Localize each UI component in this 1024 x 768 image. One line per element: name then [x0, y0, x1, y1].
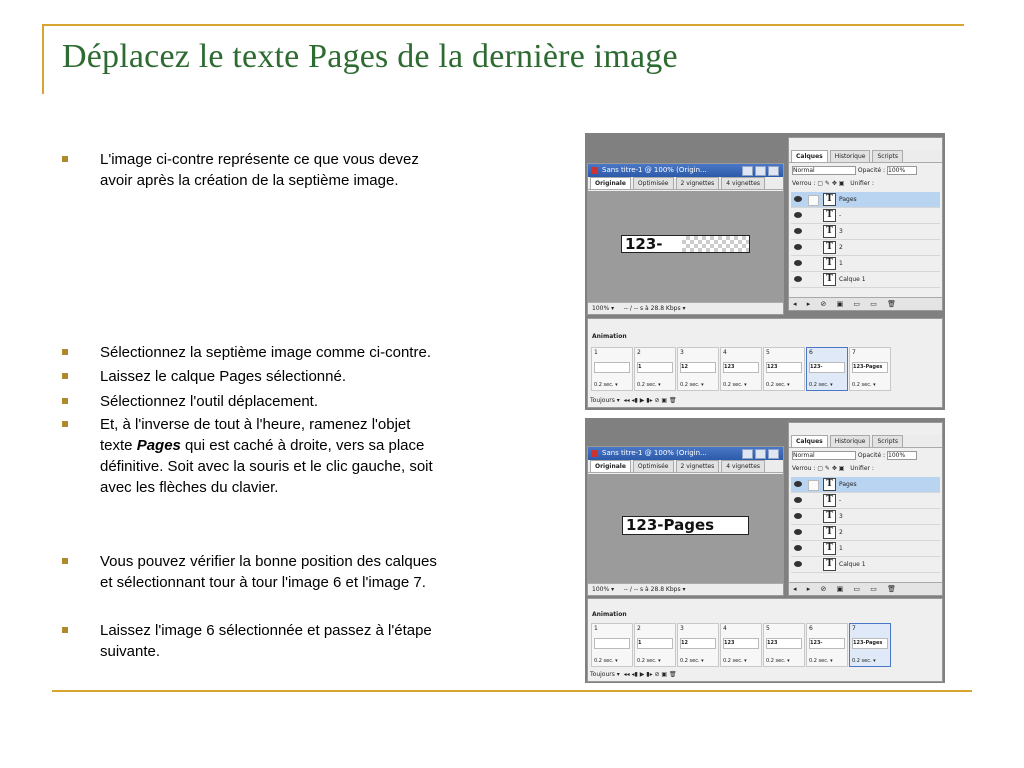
- text-layer-icon: T: [823, 225, 836, 238]
- frame-number: 1: [594, 625, 598, 632]
- lock-label: Verrou :: [792, 180, 816, 187]
- layers-panel-tabs: [789, 435, 942, 448]
- frame-delay[interactable]: 0.2 sec. ▾: [594, 658, 618, 664]
- text-layer-icon: T: [823, 257, 836, 270]
- zoom-level[interactable]: 100%: [592, 305, 610, 312]
- bullet-text-line: L'image ci-contre représente ce que vous devez: [100, 151, 419, 168]
- blend-mode-select[interactable]: Normal: [792, 166, 856, 175]
- bullet-text-line: suivante.: [100, 643, 161, 660]
- maximize-icon[interactable]: [755, 449, 766, 459]
- frame-thumbnail: [594, 362, 630, 373]
- frame-delay[interactable]: 0.2 sec. ▾: [594, 382, 618, 388]
- close-icon[interactable]: [768, 449, 779, 459]
- frame-delay[interactable]: 0.2 sec. ▾: [723, 382, 747, 388]
- lock-label: Verrou :: [792, 465, 816, 472]
- frame-delay[interactable]: 0.2 sec. ▾: [809, 382, 833, 388]
- frame-thumbnail: 123-Pages: [852, 638, 888, 649]
- text-layer-icon: T: [823, 494, 836, 507]
- animation-panel: [587, 598, 943, 682]
- layers-panel-tabs: [789, 150, 942, 163]
- preview-text: 123-: [625, 235, 663, 253]
- frame-delay[interactable]: 0.2 sec. ▾: [723, 658, 747, 664]
- frame-delay[interactable]: 0.2 sec. ▾: [766, 658, 790, 664]
- minimize-icon[interactable]: [742, 166, 753, 176]
- layer-row-2[interactable]: [791, 240, 940, 256]
- frame-thumbnail: 123: [723, 638, 759, 649]
- bullet-text-line: Sélectionnez l'outil déplacement.: [100, 393, 318, 410]
- tab-scripts[interactable]: Scripts: [872, 435, 903, 447]
- eye-icon[interactable]: [794, 561, 802, 567]
- frame-number: 2: [637, 349, 641, 356]
- transparent-area: [682, 236, 749, 252]
- bullet-text-line: avec les flèches du clavier.: [100, 479, 279, 496]
- image-preview: [622, 516, 749, 535]
- animation-frame-3[interactable]: [677, 347, 719, 391]
- text-layer-icon: T: [823, 510, 836, 523]
- animation-frame-1[interactable]: [591, 623, 633, 667]
- eye-icon[interactable]: [794, 481, 802, 487]
- layer-name: -: [839, 212, 842, 219]
- animation-tab[interactable]: Animation: [592, 611, 627, 618]
- layer-row-calque-1[interactable]: [791, 272, 940, 288]
- text-layer-icon: T: [823, 526, 836, 539]
- animation-panel: [587, 318, 943, 408]
- opacity-label: Opacité :: [857, 167, 886, 174]
- frame-thumbnail: 123-: [809, 638, 845, 649]
- photoshop-icon: [591, 167, 598, 174]
- frame-thumbnail: 1: [637, 362, 673, 373]
- layer-row-dash[interactable]: [791, 208, 940, 224]
- blend-mode-select[interactable]: Normal: [792, 451, 856, 460]
- loop-select[interactable]: Toujours ▾: [590, 397, 620, 404]
- layer-row-1[interactable]: [791, 541, 940, 557]
- eye-icon[interactable]: [794, 212, 802, 218]
- frame-thumbnail: 123-: [809, 362, 845, 373]
- tab-2-vignettes[interactable]: 2 vignettes: [676, 177, 720, 189]
- frame-delay[interactable]: 0.2 sec. ▾: [680, 382, 704, 388]
- bullet-marker: [62, 398, 68, 404]
- eye-icon[interactable]: [794, 228, 802, 234]
- frame-number: 7: [852, 625, 856, 632]
- bullet-text-line: définitive. Soit avec la souris et le clic gauche, soit: [100, 458, 433, 475]
- frame-number: 4: [723, 349, 727, 356]
- view-tabs: [588, 460, 783, 473]
- image-preview: [621, 235, 750, 253]
- emphasized-word: Pages: [136, 437, 181, 454]
- document-title-bar: [588, 447, 783, 460]
- layers-panel: [788, 422, 943, 596]
- unify-label: Unifier :: [850, 180, 874, 187]
- document-window: [587, 163, 784, 315]
- bullet-text-fragment: qui est caché à droite, vers sa place: [180, 437, 425, 454]
- eye-icon[interactable]: [794, 545, 802, 551]
- footer-divider-line: [52, 690, 972, 692]
- download-speed: -- / -- s à 28.8 Kbps: [623, 305, 681, 312]
- text-layer-icon: T: [823, 478, 836, 491]
- eye-icon[interactable]: [794, 513, 802, 519]
- eye-icon[interactable]: [794, 276, 802, 282]
- frame-number: 3: [680, 625, 684, 632]
- layer-row-pages[interactable]: [791, 477, 940, 493]
- frame-thumbnail: 123: [723, 362, 759, 373]
- frame-delay[interactable]: 0.2 sec. ▾: [852, 658, 876, 664]
- layer-row-calque-1[interactable]: [791, 557, 940, 573]
- loop-select[interactable]: Toujours ▾: [590, 671, 620, 678]
- tab-2-vignettes[interactable]: 2 vignettes: [676, 460, 720, 472]
- layers-panel: [788, 137, 943, 311]
- frame-delay[interactable]: 0.2 sec. ▾: [637, 382, 661, 388]
- animation-tab[interactable]: Animation: [592, 333, 627, 340]
- frame-delay[interactable]: 0.2 sec. ▾: [637, 658, 661, 664]
- animation-frame-5[interactable]: [763, 623, 805, 667]
- frame-thumbnail: 12: [680, 638, 716, 649]
- animation-frame-4[interactable]: [720, 623, 762, 667]
- animation-frame-6[interactable]: [806, 623, 848, 667]
- blend-row: [792, 166, 917, 175]
- bullet-marker: [62, 558, 68, 564]
- frame-delay[interactable]: 0.2 sec. ▾: [809, 658, 833, 664]
- title-accent-vertical-line: [42, 24, 44, 94]
- animation-toolbar: Toujours ▾ ◂◂ ◂▮ ▶ ▮▸ ⊘ ▣ 🗑: [590, 671, 677, 678]
- document-canvas[interactable]: [588, 191, 783, 302]
- bullet-text-line: avoir après la création de la septième image.: [100, 172, 399, 189]
- screenshot-before: [585, 133, 945, 410]
- unify-label: Unifier :: [850, 465, 874, 472]
- brush-icon: [808, 195, 819, 206]
- text-layer-icon: T: [823, 558, 836, 571]
- layer-row-3[interactable]: [791, 509, 940, 525]
- frame-number: 4: [723, 625, 727, 632]
- frame-number: 5: [766, 625, 770, 632]
- eye-icon[interactable]: [794, 244, 802, 250]
- frame-number: 6: [809, 349, 813, 356]
- frame-thumbnail: 123: [766, 638, 802, 649]
- frame-number: 7: [852, 349, 856, 356]
- layer-row-pages[interactable]: [791, 192, 940, 208]
- document-title-bar: [588, 164, 783, 177]
- layer-name: 2: [839, 244, 843, 251]
- bullet-marker: [62, 349, 68, 355]
- tab-historique[interactable]: Historique: [830, 150, 871, 162]
- bullet-text-line: Et, à l'inverse de tout à l'heure, ramenez l'objet: [100, 416, 411, 433]
- zoom-level[interactable]: 100%: [592, 586, 610, 593]
- layer-row-dash[interactable]: [791, 493, 940, 509]
- frame-thumbnail: 123-Pages: [852, 362, 888, 373]
- maximize-icon[interactable]: [755, 166, 766, 176]
- layers-toolbar: ◂ ▸ ⊘ ▣ ▭ ▭ 🗑: [789, 297, 942, 310]
- tab-originale[interactable]: Originale: [590, 460, 631, 472]
- bullet-text-line: Vous pouvez vérifier la bonne position des calques: [100, 553, 437, 570]
- animation-frame-6[interactable]: [806, 347, 848, 391]
- text-layer-icon: T: [823, 193, 836, 206]
- animation-frame-7[interactable]: [849, 623, 891, 667]
- photoshop-icon: [591, 450, 598, 457]
- tab-4-vignettes[interactable]: 4 vignettes: [721, 177, 765, 189]
- animation-frame-1[interactable]: [591, 347, 633, 391]
- tab-scripts[interactable]: Scripts: [872, 150, 903, 162]
- layer-name: 1: [839, 545, 843, 552]
- tab-calques[interactable]: Calques: [791, 435, 828, 447]
- animation-frame-5[interactable]: [763, 347, 805, 391]
- document-title: Sans titre-1 @ 100% (Origin...: [602, 449, 707, 457]
- text-layer-icon: T: [823, 209, 836, 222]
- tab-optimisee[interactable]: Optimisée: [633, 460, 674, 472]
- document-window: [587, 446, 784, 596]
- layer-name: 2: [839, 529, 843, 536]
- layer-name: 1: [839, 260, 843, 267]
- text-layer-icon: T: [823, 241, 836, 254]
- document-status-bar: 100% ▾ -- / -- s à 28.8 Kbps ▾: [588, 302, 783, 314]
- layer-name: -: [839, 497, 842, 504]
- eye-icon[interactable]: [794, 497, 802, 503]
- frame-number: 6: [809, 625, 813, 632]
- frame-delay[interactable]: 0.2 sec. ▾: [680, 658, 704, 664]
- bullet-text-line: Laissez le calque Pages sélectionné.: [100, 368, 346, 385]
- screenshot-after: [585, 418, 945, 683]
- opacity-label: Opacité :: [857, 452, 886, 459]
- blend-row: [792, 451, 917, 460]
- bullet-text-line: Laissez l'image 6 sélectionnée et passez à l'étape: [100, 622, 432, 639]
- lock-row: Verrou : ▢ ✎ ✥ ▣ Unifier :: [792, 465, 874, 472]
- layer-row-3[interactable]: [791, 224, 940, 240]
- layer-name: 3: [839, 228, 843, 235]
- minimize-icon[interactable]: [742, 449, 753, 459]
- text-layer-icon: T: [823, 273, 836, 286]
- bullet-marker: [62, 627, 68, 633]
- eye-icon[interactable]: [794, 529, 802, 535]
- frame-delay[interactable]: 0.2 sec. ▾: [852, 382, 876, 388]
- tab-historique[interactable]: Historique: [830, 435, 871, 447]
- opacity-input[interactable]: 100%: [887, 451, 917, 460]
- bullet-text-line: et sélectionnant tour à tour l'image 6 et l'image 7.: [100, 574, 426, 591]
- frame-thumbnail: [594, 638, 630, 649]
- bullet-text-line: [100, 435, 500, 456]
- frame-thumbnail: 12: [680, 362, 716, 373]
- frame-delay[interactable]: 0.2 sec. ▾: [766, 382, 790, 388]
- animation-frame-4[interactable]: [720, 347, 762, 391]
- bullet-marker: [62, 156, 68, 162]
- bullet-marker: [62, 421, 68, 427]
- layers-toolbar: ◂ ▸ ⊘ ▣ ▭ ▭ 🗑: [789, 582, 942, 595]
- frame-thumbnail: 123: [766, 362, 802, 373]
- layer-row-2[interactable]: [791, 525, 940, 541]
- document-title: Sans titre-1 @ 100% (Origin...: [602, 166, 707, 174]
- bullet-text-fragment: texte: [100, 437, 137, 454]
- title-accent-top-line: [42, 24, 964, 26]
- frame-number: 2: [637, 625, 641, 632]
- animation-frame-2[interactable]: [634, 623, 676, 667]
- layer-name: 3: [839, 513, 843, 520]
- layer-name: Pages: [839, 196, 857, 203]
- layer-name: Pages: [839, 481, 857, 488]
- eye-icon[interactable]: [794, 196, 802, 202]
- eye-icon[interactable]: [794, 260, 802, 266]
- layer-name: Calque 1: [839, 561, 866, 568]
- animation-frame-2[interactable]: [634, 347, 676, 391]
- tab-calques[interactable]: Calques: [791, 150, 828, 162]
- frame-number: 3: [680, 349, 684, 356]
- close-icon[interactable]: [768, 166, 779, 176]
- brush-icon: [808, 480, 819, 491]
- animation-toolbar: Toujours ▾ ◂◂ ◂▮ ▶ ▮▸ ⊘ ▣ 🗑: [590, 397, 677, 404]
- layer-row-1[interactable]: [791, 256, 940, 272]
- layer-name: Calque 1: [839, 276, 866, 283]
- tab-optimisee[interactable]: Optimisée: [633, 177, 674, 189]
- tab-4-vignettes[interactable]: 4 vignettes: [721, 460, 765, 472]
- tab-originale[interactable]: Originale: [590, 177, 631, 189]
- bullet-marker: [62, 373, 68, 379]
- view-tabs: [588, 177, 783, 190]
- lock-row: Verrou : ▢ ✎ ✥ ▣ Unifier :: [792, 180, 874, 187]
- frame-number: 1: [594, 349, 598, 356]
- preview-text: 123-Pages: [626, 516, 715, 534]
- frame-number: 5: [766, 349, 770, 356]
- frame-thumbnail: 1: [637, 638, 673, 649]
- bullet-text-line: Sélectionnez la septième image comme ci-contre.: [100, 344, 431, 361]
- document-canvas[interactable]: [588, 474, 783, 583]
- text-layer-icon: T: [823, 542, 836, 555]
- document-status-bar: 100% ▾ -- / -- s à 28.8 Kbps ▾: [588, 583, 783, 595]
- slide-title: Déplacez le texte Pages de la dernière image: [62, 38, 678, 75]
- animation-frame-7[interactable]: [849, 347, 891, 391]
- animation-frame-3[interactable]: [677, 623, 719, 667]
- opacity-input[interactable]: 100%: [887, 166, 917, 175]
- download-speed: -- / -- s à 28.8 Kbps: [623, 586, 681, 593]
